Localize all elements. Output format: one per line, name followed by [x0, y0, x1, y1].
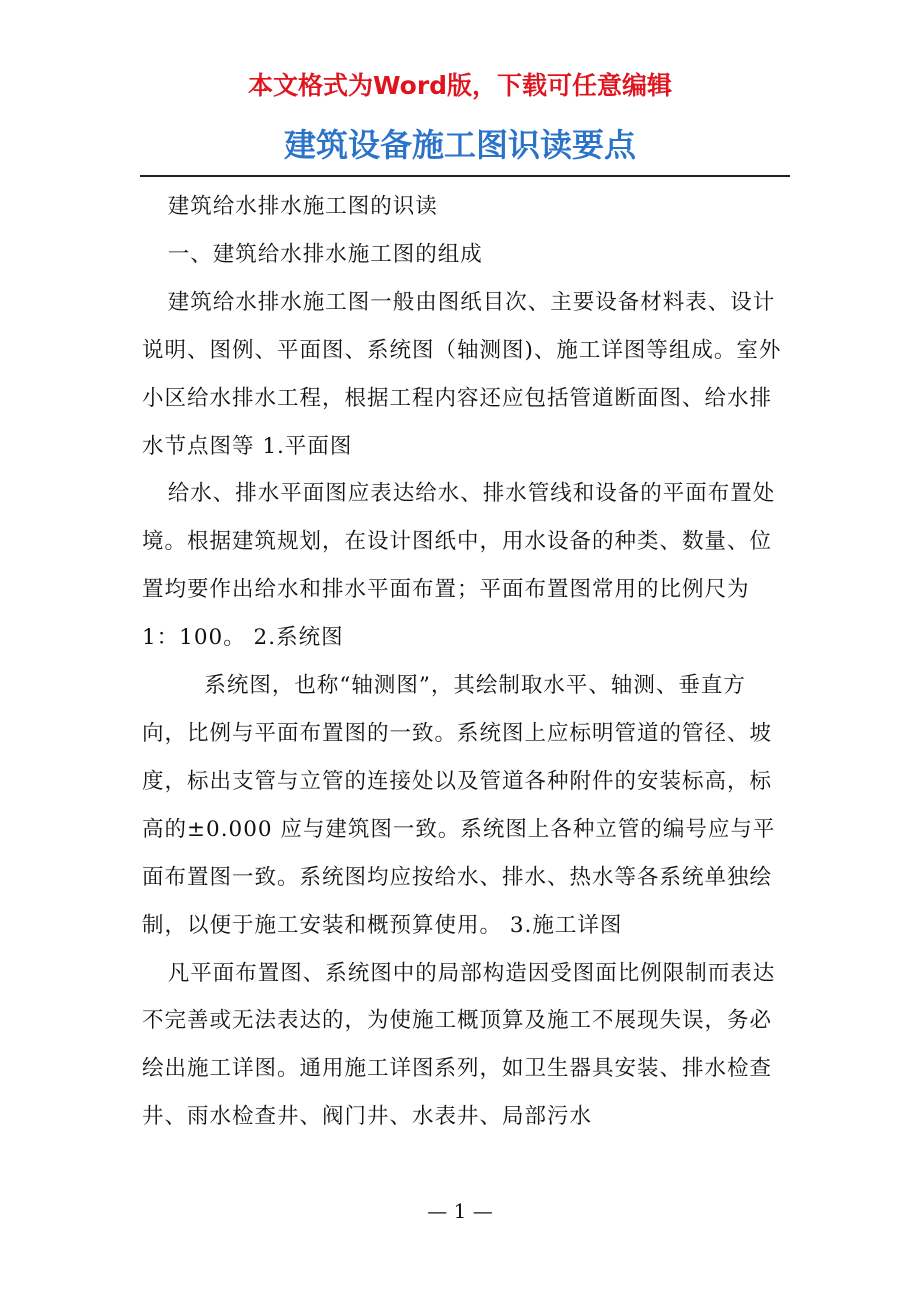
document-title: 建筑设备施工图识读要点	[283, 126, 636, 164]
section-heading: 建筑给水排水施工图的识读	[167, 194, 438, 219]
paragraph-plan: 给水、排水平面图应表达给水、排水管线和设备的平面布置处境。根据建筑规划，在设计图纸中，用水设备的种类、数量、位置均要作出给水和排水平面布置；平面布置图常用的比例尺为 1：100。 2.系统图	[142, 481, 776, 651]
subsection-heading: 一、建筑给水排水施工图的组成	[167, 241, 483, 267]
title-divider	[140, 175, 790, 177]
document-body	[142, 183, 790, 1141]
paragraph-detail: 凡平面布置图、系统图中的局部构造因受图面比例限制而表达不完善或无法表达的，为使施工概顶算及施工不展现失误，务必绘出施工详图。通用施工详图系列，如卫生器具安装、排水检查井、雨水检查井、阀门井、水表井、局部污水	[142, 960, 776, 1130]
paragraph-system: 系统图，也称“轴测图”，其绘制取水平、轴测、垂直方向，比例与平面布置图的一致。系统图上应标明管道的管径、坡度，标出支管与立管的连接处以及管道各种附件的安装标高，标高的±0.000 应与建筑图一致。系统图上各种立管的编号应与平面布置图一致。系统图均应按给水、排水、热水等各系统单独绘制，以便于施工安装和概预算使用。 3.施工详图	[142, 673, 776, 938]
paragraph-composition: 建筑给水排水施工图一般由图纸目次、主要设备材料表、设计说明、图例、平面图、系统图（轴测图)、施工详图等组成。室外小区给水排水工程，根据工程内容还应包括管道断面图、给水排水节点图等 1.平面图	[142, 289, 782, 459]
page-number: — 1 —	[427, 1199, 493, 1223]
format-banner: 本文格式为Word版，下载可任意编辑	[247, 71, 673, 100]
